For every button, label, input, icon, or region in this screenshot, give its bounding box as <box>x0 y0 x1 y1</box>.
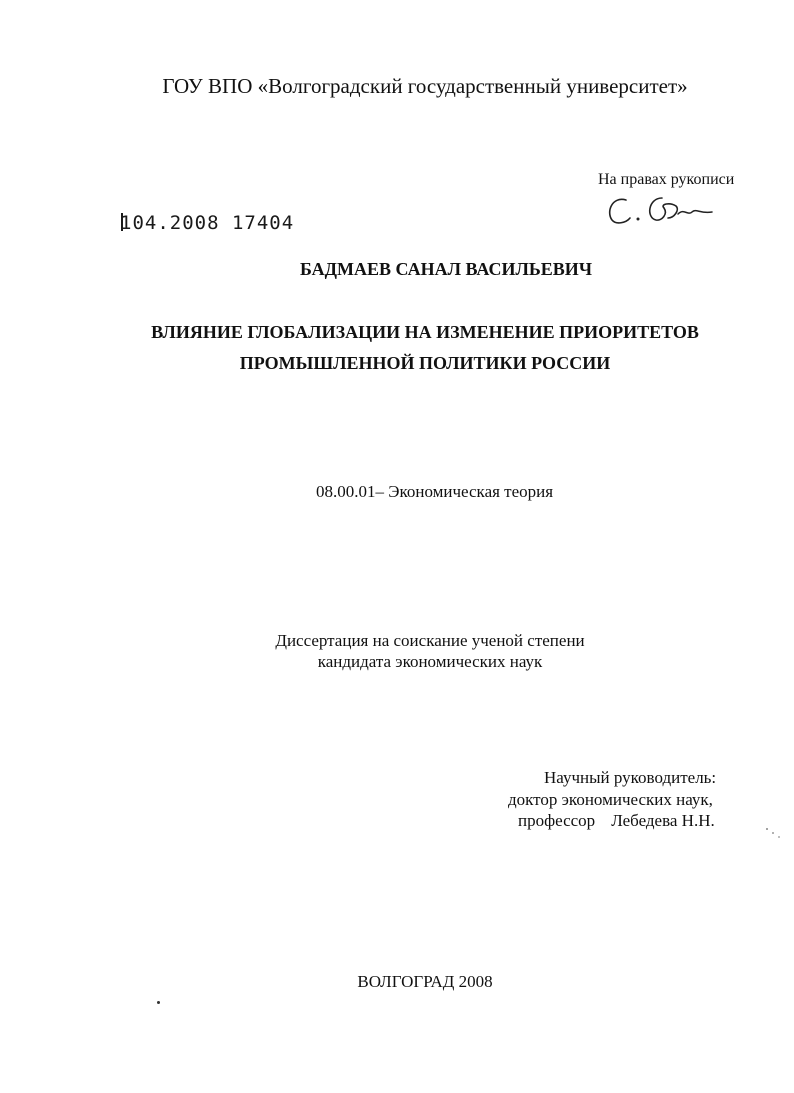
dissertation-title-line-2: ПРОМЫШЛЕННОЙ ПОЛИТИКИ РОССИИ <box>239 353 611 373</box>
author-name: БАДМАЕВ САНАЛ ВАСИЛЬЕВИЧ <box>299 259 593 279</box>
city-year: ВОЛГОГРАД 2008 <box>357 972 493 991</box>
institution-name: ГОУ ВПО «Волгоградский государственный университет» <box>162 74 688 98</box>
scan-speck <box>766 828 768 830</box>
advisor-name: Лебедева Н.Н. <box>611 811 715 830</box>
dissertation-title-line-1: ВЛИЯНИЕ ГЛОБАЛИЗАЦИИ НА ИЗМЕНЕНИЕ ПРИОРИТЕТОВ <box>151 322 699 342</box>
advisor-label: Научный руководитель: <box>544 768 717 787</box>
scan-speck <box>772 832 774 834</box>
handwritten-signature <box>604 190 724 230</box>
advisor-rank: профессор <box>518 811 596 830</box>
degree-statement-line-2: кандидата экономических наук <box>317 652 543 671</box>
scan-speck <box>778 836 780 838</box>
advisor-degree: доктор экономических наук, <box>508 790 713 809</box>
degree-statement-line-1: Диссертация на соискание ученой степени <box>275 631 585 650</box>
scan-speck <box>157 1001 160 1004</box>
manuscript-rights-note: На правах рукописи <box>598 171 735 188</box>
registration-stamp: 104.2008 17404 <box>120 212 295 234</box>
specialty-code: 08.00.01– Экономическая теория <box>316 482 554 501</box>
advisor-rank-name <box>518 811 715 831</box>
